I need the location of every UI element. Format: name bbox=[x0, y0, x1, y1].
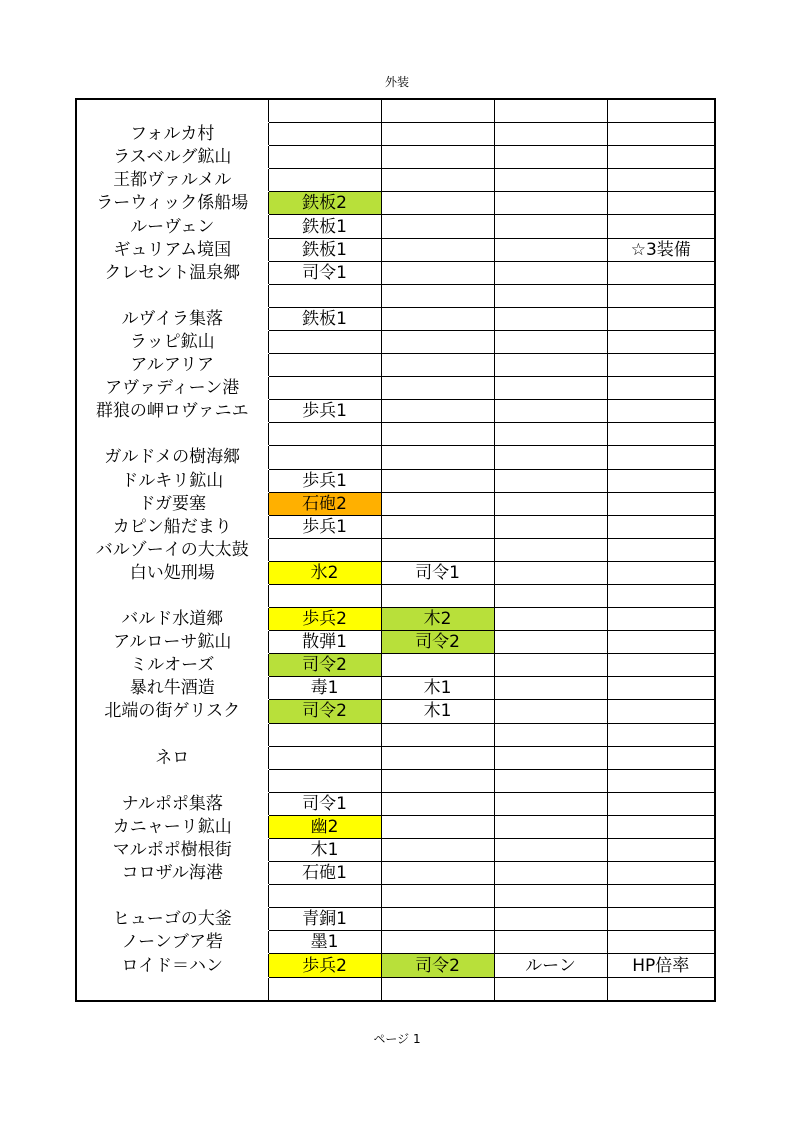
table-row bbox=[76, 538, 715, 561]
item-cell bbox=[381, 769, 494, 792]
item-cell: 歩兵1 bbox=[268, 469, 381, 492]
item-cell bbox=[381, 307, 494, 330]
item-cell bbox=[268, 169, 381, 192]
item-cell: 歩兵1 bbox=[268, 515, 381, 538]
item-cell bbox=[607, 469, 715, 492]
item-cell bbox=[607, 307, 715, 330]
location-cell: ナルポポ集落 bbox=[76, 792, 268, 815]
location-cell: 白い処刑場 bbox=[76, 561, 268, 584]
item-cell bbox=[381, 469, 494, 492]
table-row bbox=[76, 677, 715, 700]
item-cell bbox=[494, 862, 607, 885]
item-cell: 司令2 bbox=[268, 654, 381, 677]
table-row bbox=[76, 885, 715, 908]
location-cell: ギュリアム境国 bbox=[76, 238, 268, 261]
item-cell bbox=[607, 584, 715, 607]
item-cell bbox=[494, 792, 607, 815]
item-cell bbox=[381, 584, 494, 607]
item-cell bbox=[607, 769, 715, 792]
location-cell: マルポポ樹根街 bbox=[76, 839, 268, 862]
item-cell bbox=[381, 99, 494, 123]
item-cell bbox=[494, 584, 607, 607]
location-cell: アヴァディーン港 bbox=[76, 377, 268, 400]
item-cell bbox=[607, 492, 715, 515]
location-cell: フォルカ村 bbox=[76, 123, 268, 146]
item-cell bbox=[268, 723, 381, 746]
item-cell: 司令1 bbox=[381, 561, 494, 584]
item-cell bbox=[494, 885, 607, 908]
item-cell bbox=[607, 608, 715, 631]
table-row bbox=[76, 400, 715, 423]
item-cell: 散弾1 bbox=[268, 631, 381, 654]
table-row bbox=[76, 561, 715, 584]
item-cell bbox=[494, 700, 607, 723]
item-cell: 司令1 bbox=[268, 261, 381, 284]
location-cell: バルド水道郷 bbox=[76, 608, 268, 631]
item-cell bbox=[494, 169, 607, 192]
table-row bbox=[76, 169, 715, 192]
item-cell bbox=[381, 515, 494, 538]
table-row bbox=[76, 769, 715, 792]
item-cell bbox=[494, 469, 607, 492]
table-row bbox=[76, 446, 715, 469]
item-cell bbox=[607, 700, 715, 723]
location-cell: ドルキリ鉱山 bbox=[76, 469, 268, 492]
item-cell bbox=[381, 746, 494, 769]
table-row bbox=[76, 931, 715, 954]
item-cell bbox=[607, 839, 715, 862]
item-cell bbox=[381, 885, 494, 908]
item-cell bbox=[494, 677, 607, 700]
location-cell: ヒューゴの大釜 bbox=[76, 908, 268, 931]
item-cell bbox=[268, 538, 381, 561]
item-cell bbox=[494, 723, 607, 746]
item-cell: 鉄板2 bbox=[268, 192, 381, 215]
table-row bbox=[76, 492, 715, 515]
item-cell bbox=[381, 815, 494, 838]
item-cell bbox=[268, 584, 381, 607]
table-row bbox=[76, 377, 715, 400]
item-cell: 司令2 bbox=[381, 954, 494, 977]
data-table bbox=[75, 98, 716, 1002]
item-cell bbox=[494, 400, 607, 423]
item-cell bbox=[607, 261, 715, 284]
item-cell bbox=[607, 908, 715, 931]
item-cell bbox=[607, 561, 715, 584]
location-cell: 群狼の岬ロヴァニエ bbox=[76, 400, 268, 423]
item-cell bbox=[268, 377, 381, 400]
item-cell bbox=[381, 839, 494, 862]
item-cell bbox=[268, 746, 381, 769]
location-cell: ロイド＝ハン bbox=[76, 954, 268, 977]
item-cell bbox=[381, 169, 494, 192]
item-cell bbox=[607, 631, 715, 654]
location-cell: 暴れ牛酒造 bbox=[76, 677, 268, 700]
location-cell bbox=[76, 769, 268, 792]
item-cell bbox=[494, 354, 607, 377]
location-cell: 王都ヴァルメル bbox=[76, 169, 268, 192]
item-cell bbox=[494, 423, 607, 446]
item-cell bbox=[494, 146, 607, 169]
item-cell bbox=[268, 330, 381, 353]
location-cell: ドガ要塞 bbox=[76, 492, 268, 515]
item-cell: ☆3装備 bbox=[607, 238, 715, 261]
item-cell bbox=[494, 608, 607, 631]
table-row bbox=[76, 954, 715, 977]
item-cell bbox=[494, 815, 607, 838]
item-cell bbox=[607, 654, 715, 677]
item-cell bbox=[494, 330, 607, 353]
table-row bbox=[76, 792, 715, 815]
item-cell: 墨1 bbox=[268, 931, 381, 954]
item-cell bbox=[494, 769, 607, 792]
table-row bbox=[76, 746, 715, 769]
item-cell bbox=[268, 284, 381, 307]
location-cell: クレセント温泉郷 bbox=[76, 261, 268, 284]
item-cell bbox=[607, 538, 715, 561]
item-cell bbox=[607, 423, 715, 446]
item-cell bbox=[607, 123, 715, 146]
item-cell bbox=[607, 400, 715, 423]
item-cell bbox=[607, 446, 715, 469]
item-cell bbox=[381, 446, 494, 469]
location-cell: ミルオーズ bbox=[76, 654, 268, 677]
location-cell: アルローサ鉱山 bbox=[76, 631, 268, 654]
table-row bbox=[76, 631, 715, 654]
item-cell bbox=[381, 723, 494, 746]
item-cell bbox=[494, 908, 607, 931]
item-cell bbox=[494, 631, 607, 654]
item-cell bbox=[268, 446, 381, 469]
table-row bbox=[76, 146, 715, 169]
table-row bbox=[76, 815, 715, 838]
item-cell bbox=[607, 792, 715, 815]
item-cell bbox=[607, 330, 715, 353]
item-cell bbox=[381, 492, 494, 515]
item-cell: 司令2 bbox=[381, 631, 494, 654]
table-row bbox=[76, 515, 715, 538]
item-cell: 歩兵2 bbox=[268, 608, 381, 631]
item-cell bbox=[494, 99, 607, 123]
table-row bbox=[76, 284, 715, 307]
location-cell: コロザル海港 bbox=[76, 862, 268, 885]
item-cell: 木1 bbox=[381, 700, 494, 723]
item-cell bbox=[381, 862, 494, 885]
item-cell bbox=[494, 977, 607, 1001]
table-row bbox=[76, 307, 715, 330]
item-cell bbox=[607, 515, 715, 538]
item-cell bbox=[381, 330, 494, 353]
table-row bbox=[76, 238, 715, 261]
location-cell: ガルドメの樹海郷 bbox=[76, 446, 268, 469]
item-cell: 石砲1 bbox=[268, 862, 381, 885]
item-cell bbox=[494, 377, 607, 400]
table-row bbox=[76, 700, 715, 723]
item-cell bbox=[268, 423, 381, 446]
item-cell bbox=[494, 261, 607, 284]
item-cell bbox=[607, 723, 715, 746]
location-cell: ルーヴェン bbox=[76, 215, 268, 238]
item-cell bbox=[268, 354, 381, 377]
table-row bbox=[76, 862, 715, 885]
item-cell bbox=[607, 977, 715, 1001]
item-cell bbox=[381, 977, 494, 1001]
item-cell bbox=[607, 677, 715, 700]
location-cell: ネロ bbox=[76, 746, 268, 769]
table-row bbox=[76, 469, 715, 492]
item-cell bbox=[381, 261, 494, 284]
location-cell bbox=[76, 99, 268, 123]
table-row bbox=[76, 608, 715, 631]
table-row bbox=[76, 99, 715, 123]
item-cell: 歩兵2 bbox=[268, 954, 381, 977]
location-cell bbox=[76, 977, 268, 1001]
table-row bbox=[76, 330, 715, 353]
item-cell: 木1 bbox=[268, 839, 381, 862]
table-row bbox=[76, 977, 715, 1001]
item-cell bbox=[494, 538, 607, 561]
location-cell bbox=[76, 284, 268, 307]
location-cell: ルヴイラ集落 bbox=[76, 307, 268, 330]
item-cell: 歩兵1 bbox=[268, 400, 381, 423]
item-cell bbox=[268, 99, 381, 123]
location-cell: ノーンブア砦 bbox=[76, 931, 268, 954]
item-cell bbox=[494, 123, 607, 146]
item-cell bbox=[494, 284, 607, 307]
sheet-title: 外装 bbox=[384, 75, 409, 89]
table-row bbox=[76, 723, 715, 746]
table-row bbox=[76, 423, 715, 446]
table-row bbox=[76, 584, 715, 607]
item-cell bbox=[381, 215, 494, 238]
table-row bbox=[76, 261, 715, 284]
item-cell bbox=[494, 931, 607, 954]
location-cell: ラーウィック係船場 bbox=[76, 192, 268, 215]
item-cell bbox=[381, 400, 494, 423]
item-cell bbox=[381, 931, 494, 954]
item-cell bbox=[494, 492, 607, 515]
item-cell: 司令1 bbox=[268, 792, 381, 815]
location-cell: アルアリア bbox=[76, 354, 268, 377]
item-cell bbox=[607, 354, 715, 377]
location-cell: カニャーリ鉱山 bbox=[76, 815, 268, 838]
location-cell bbox=[76, 423, 268, 446]
location-cell: ラスベルグ鉱山 bbox=[76, 146, 268, 169]
item-cell bbox=[381, 538, 494, 561]
item-cell bbox=[268, 885, 381, 908]
item-cell bbox=[381, 146, 494, 169]
item-cell bbox=[494, 746, 607, 769]
table-row bbox=[76, 123, 715, 146]
table-row bbox=[76, 908, 715, 931]
item-cell bbox=[381, 192, 494, 215]
location-cell: カピン船だまり bbox=[76, 515, 268, 538]
item-cell: 鉄板1 bbox=[268, 307, 381, 330]
item-cell bbox=[607, 284, 715, 307]
item-cell bbox=[268, 977, 381, 1001]
table-row bbox=[76, 654, 715, 677]
item-cell: ルーン bbox=[494, 954, 607, 977]
item-cell bbox=[494, 839, 607, 862]
location-cell bbox=[76, 584, 268, 607]
item-cell bbox=[381, 238, 494, 261]
item-cell: HP倍率 bbox=[607, 954, 715, 977]
table-row bbox=[76, 839, 715, 862]
item-cell bbox=[381, 423, 494, 446]
item-cell: 氷2 bbox=[268, 561, 381, 584]
item-cell bbox=[494, 238, 607, 261]
item-cell bbox=[381, 284, 494, 307]
item-cell bbox=[494, 192, 607, 215]
location-cell: バルゾーイの大太鼓 bbox=[76, 538, 268, 561]
item-cell bbox=[607, 146, 715, 169]
item-cell bbox=[494, 515, 607, 538]
table-row bbox=[76, 354, 715, 377]
item-cell bbox=[607, 215, 715, 238]
item-cell bbox=[607, 377, 715, 400]
page-number: ページ 1 bbox=[373, 1032, 421, 1046]
item-cell bbox=[268, 146, 381, 169]
item-cell: 鉄板1 bbox=[268, 238, 381, 261]
item-cell bbox=[381, 377, 494, 400]
item-cell: 木1 bbox=[381, 677, 494, 700]
item-cell bbox=[607, 931, 715, 954]
item-cell bbox=[381, 654, 494, 677]
item-cell bbox=[607, 99, 715, 123]
item-cell bbox=[494, 654, 607, 677]
item-cell bbox=[607, 169, 715, 192]
item-cell bbox=[494, 307, 607, 330]
item-cell bbox=[607, 192, 715, 215]
location-cell bbox=[76, 723, 268, 746]
item-cell bbox=[381, 123, 494, 146]
item-cell: 毒1 bbox=[268, 677, 381, 700]
item-cell: 幽2 bbox=[268, 815, 381, 838]
item-cell bbox=[381, 792, 494, 815]
item-cell: 木2 bbox=[381, 608, 494, 631]
table-row bbox=[76, 215, 715, 238]
item-cell bbox=[607, 885, 715, 908]
item-cell: 青銅1 bbox=[268, 908, 381, 931]
item-cell bbox=[381, 908, 494, 931]
item-cell bbox=[268, 769, 381, 792]
item-cell: 石砲2 bbox=[268, 492, 381, 515]
item-cell bbox=[268, 123, 381, 146]
location-cell bbox=[76, 885, 268, 908]
location-cell: ラッピ鉱山 bbox=[76, 330, 268, 353]
item-cell bbox=[607, 815, 715, 838]
item-cell bbox=[494, 561, 607, 584]
item-cell: 司令2 bbox=[268, 700, 381, 723]
item-cell bbox=[494, 446, 607, 469]
location-cell: 北端の街ゲリスク bbox=[76, 700, 268, 723]
item-cell bbox=[607, 862, 715, 885]
item-cell bbox=[607, 746, 715, 769]
table-row bbox=[76, 192, 715, 215]
item-cell bbox=[494, 215, 607, 238]
item-cell: 鉄板1 bbox=[268, 215, 381, 238]
item-cell bbox=[381, 354, 494, 377]
